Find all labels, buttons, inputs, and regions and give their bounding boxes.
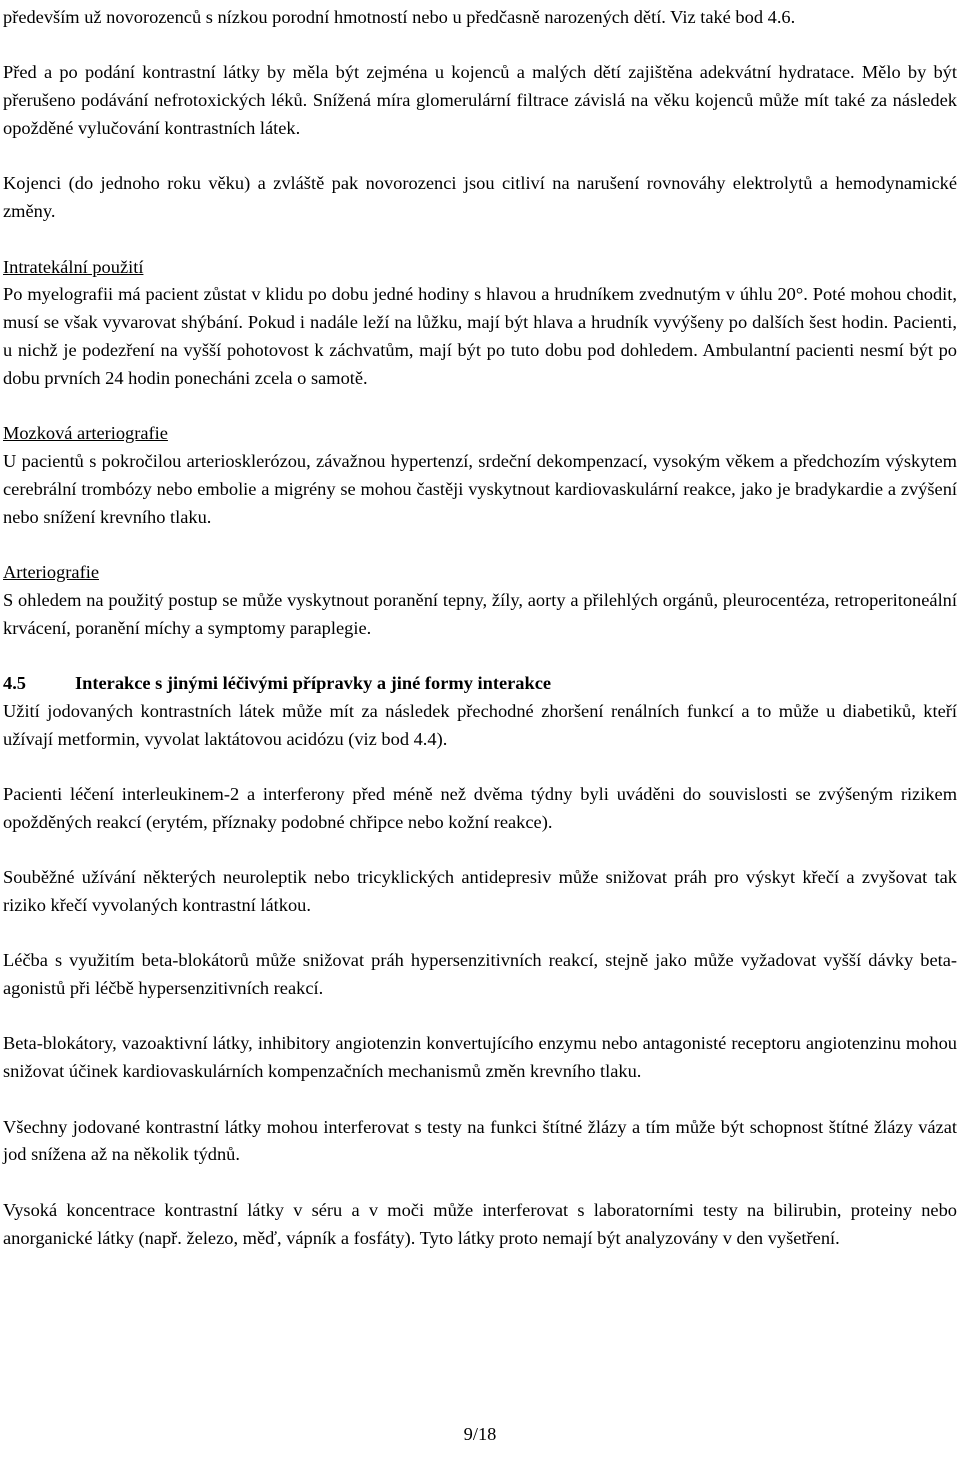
paragraph-cerebral: U pacientů s pokročilou arteriosklerózou, závažnou hypertenzí, srdeční dekompenzací, vysokým věkem a předchozím výskytem cerebrální trombózy nebo embolie a migrény se mohou častěji vyskytnout kardiovaskulární reakce, jako je bradykardie a zvýšení nebo snížení krevního tlaku. (3, 450, 957, 527)
subsection-heading-arteriography: Arteriografie (3, 561, 99, 582)
subsection-cerebral-arteriography (3, 420, 957, 531)
paragraph-arteriography: S ohledem na použitý postup se může vyskytnout poranění tepny, žíly, aorty a přilehlých orgánů, pleurocentéza, retroperitoneální krvácení, poranění míchy a symptomy paraplegie. (3, 589, 957, 638)
section-title: Interakce s jinými léčivými přípravky a jiné formy interakce (75, 672, 552, 693)
subsection-arteriography (3, 559, 957, 642)
paragraph-infants-electrolytes: Kojenci (do jednoho roku věku) a zvláště pak novorozenci jsou citliví na narušení rovnováhy elektrolytů a hemodynamické změny. (3, 173, 957, 222)
paragraph-beta-blockers: Léčba s využitím beta-blokátorů může snižovat práh hypersenzitivních reakcí, stejně jako může vyžadovat vyšší dávky beta-agonistů při léčbě hypersenzitivních reakcí. (3, 950, 957, 999)
paragraph-interleukin: Pacienti léčení interleukinem-2 a interferony před méně než dvěma týdny byli uváděni do souvislosti se zvýšeným rizikem opožděných reakcí (erytém, příznaky podobné chřipce nebo kožní reakce). (3, 783, 957, 832)
paragraph-neuroleptics: Souběžné užívání některých neuroleptik nebo tricyklických antidepresiv může snižovat práh pro výskyt křečí a zvyšovat tak riziko křečí vyvolaných kontrastní látkou. (3, 867, 957, 915)
document-page (3, 4, 957, 1252)
subsection-heading-intrathecal: Intratekální použití (3, 256, 144, 277)
paragraph-hydration: Před a po podání kontrastní látky by měla být zejména u kojenců a malých dětí zajištěna adekvátní hydratace. Mělo by být přerušeno podávání nefrotoxických léků. Snížená míra glomerulární filtrace závislá na věku kojenců může mít také za následek opožděné vylučování kontrastních látek. (3, 62, 957, 138)
section-heading (3, 670, 957, 698)
paragraph-neonates: především už novorozenců s nízkou porodní hmotností nebo u předčasně narozených dětí. Viz také bod 4.6. (3, 7, 796, 27)
paragraph-lab-tests: Vysoká koncentrace kontrastní látky v séru a v moči může interferovat s laboratorními testy na bilirubin, proteiny nebo anorganické látky (např. železo, měď, vápník a fosfáty). Tyto látky proto nemají být analyzovány v den vyšetření. (3, 1199, 957, 1248)
page-number: 9/18 (463, 1424, 497, 1444)
section-number: 4.5 (3, 672, 26, 693)
subsection-heading-cerebral: Mozková arteriografie (3, 423, 168, 444)
subsection-intrathecal (3, 254, 957, 393)
paragraph-thyroid: Všechny jodované kontrastní látky mohou interferovat s testy na funkci štítné žlázy a tím může být schopnost štítné žlázy vázat jod snížena až na několik týdnů. (3, 1116, 957, 1165)
paragraph-vasoactive: Beta-blokátory, vazoaktivní látky, inhibitory angiotenzin konvertujícího enzymu nebo antagonisté receptoru angiotenzinu mohou snižovat účinek kardiovaskulárních kompenzačních mechanismů změn krevního tlaku. (3, 1033, 957, 1082)
paragraph-metformin: Užití jodovaných kontrastních látek může mít za následek přechodné zhoršení renálních funkcí a to může u diabetiků, kteří užívají metformin, vyvolat laktátovou acidózu (viz bod 4.4). (3, 700, 957, 749)
paragraph-intrathecal: Po myelografii má pacient zůstat v klidu po dobu jedné hodiny s hlavou a hrudníkem zvednutým v úhlu 20°. Poté mohou chodit, musí se však vyvarovat shýbání. Pokud i nadále leží na lůžku, mají být hlava a hrudník vyvýšeny po dalších šest hodin. Pacienti, u nichž je podezření na vyšší pohotovost k záchvatům, mají být po tuto dobu pod dohledem. Ambulantní pacienti nesmí být po dobu prvních 24 hodin ponecháni zcela o samotě. (3, 284, 957, 388)
